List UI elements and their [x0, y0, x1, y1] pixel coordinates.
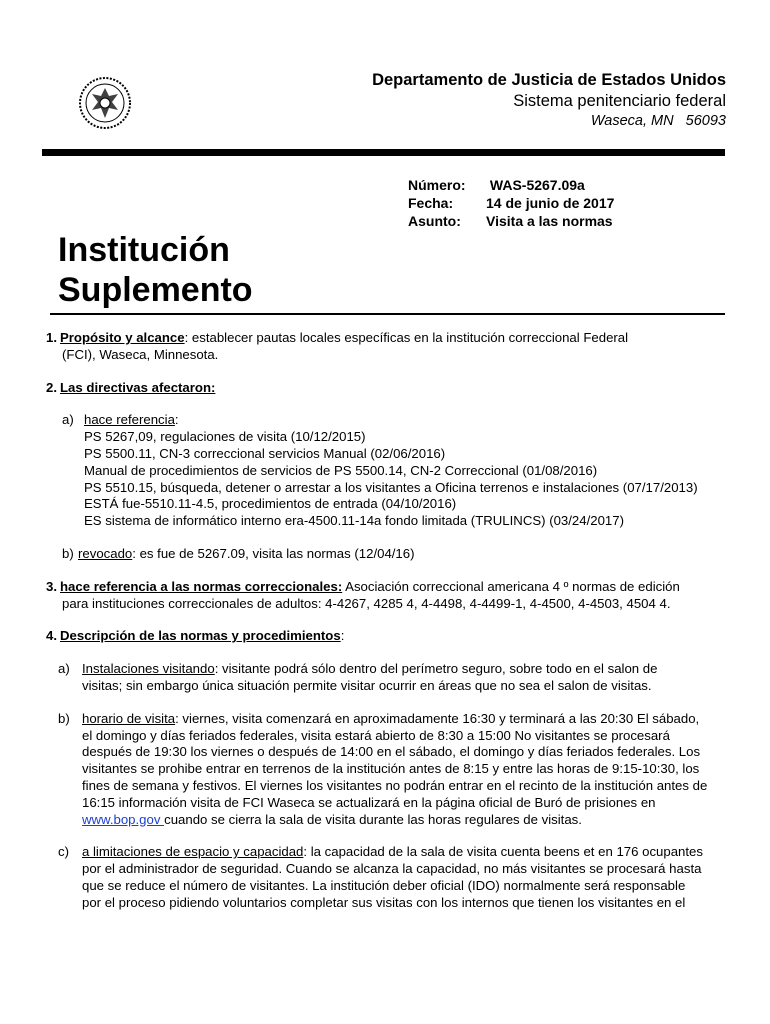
asunto-value: Visita a las normas [486, 213, 613, 229]
list-item: Manual de procedimientos de servicios de PS 5500.14, CN-2 Correccional (01/08/2016) [84, 462, 598, 478]
colon: : [340, 628, 345, 644]
colon: : [174, 412, 179, 428]
fecha-value: 14 de junio de 2017 [486, 195, 615, 211]
asunto-label: Asunto: [408, 213, 461, 229]
numero-label: Número: [408, 177, 466, 193]
subsection-text: : la capacidad de la sala de visita cuenta beens et en 176 ocupantes [303, 844, 703, 860]
section-number: 2. [46, 379, 57, 395]
subsection-label: a) [58, 661, 70, 677]
subsection-text-line: por el proceso pidiendo voluntarios completar sus visitas con los internos que tienen los visitantes en el [82, 894, 686, 910]
section-number: 4. [46, 628, 57, 644]
subsection-4b [46, 711, 736, 829]
subsection-text: : es fue de 5267.09, visita las normas (12/04/16) [132, 545, 415, 561]
title-rule [50, 313, 725, 315]
section-4 [46, 628, 736, 645]
fecha-label: Fecha: [408, 195, 454, 211]
section-text-line: para instituciones correccionales de adultos: 4-4267, 4285 4, 4-4498, 4-4499-1, 4-4500, 4-4503, 4504 4. [62, 595, 671, 611]
subsection-text-line: el domingo y días feriados federales, visita estará abierto de 8:30 a 15:00 No visitantes se procesará [82, 727, 670, 743]
subsection-text-line: después de 19:30 los viernes o después de 14:00 en el sábado, el domingo y días feriados federales. Los [82, 744, 701, 760]
subsection-heading: horario de visita [82, 710, 176, 726]
section-heading: Las directivas afectaron: [60, 379, 216, 395]
document-body [46, 330, 736, 912]
subsection-text-line: visitantes se prohibe entrar en terrenos de la institución antes de 8:15 y entre las horas de 9:15-10:30, los [82, 761, 700, 777]
reference-list [46, 429, 736, 530]
list-item: PS 5510.15, búsqueda, detener o arrestar a los visitantes a Oficina terrenos e instalaciones (07/17/2013) [84, 479, 698, 495]
section-1 [46, 330, 736, 347]
department-name: Departamento de Justicia de Estados Unidos [372, 71, 726, 89]
system-name: Sistema penitenciario federal [513, 92, 726, 110]
list-item: PS 5500.11, CN-3 correccional servicios Manual (02/06/2016) [84, 445, 446, 461]
bop-link[interactable]: www.bop.gov [82, 811, 165, 827]
subsection-text-line: visitas; sin embargo única situación permite visitar ocurrir en áreas que no sea el salon de visitas. [82, 677, 652, 693]
list-item: ESTÁ fue-5510.11-4.5, procedimientos de entrada (04/10/2016) [84, 496, 457, 512]
subsection-4c [46, 844, 736, 911]
location: Waseca, MN 56093 [590, 113, 726, 129]
doj-seal-logo [78, 76, 132, 130]
section-heading: hace referencia a las normas correccionales: [60, 578, 343, 594]
subsection-label: b) [62, 545, 74, 561]
subsection-text: : viernes, visita comenzará en aproximadamente 16:30 y terminará a las 20:30 El sábado, [175, 710, 700, 726]
subsection-text-line: 16:15 información visita de FCI Waseca se actualizará en la página oficial de Buró de prisiones en [82, 794, 656, 810]
subsection-label: a) [62, 412, 74, 428]
title-line-2: Suplemento [58, 271, 253, 309]
subsection-label: c) [58, 844, 69, 860]
list-item: ES sistema de informático interno era-4500.11-14a fondo limitada (TRULINCS) (03/24/2017) [84, 513, 624, 529]
subsection-text-line: por el administrador de seguridad. Cuando se alcanza la capacidad, no más visitantes se procesará hasta [82, 861, 702, 877]
subsection-heading: hace referencia [84, 412, 175, 428]
subsection-2a [46, 412, 736, 429]
section-number: 1. [46, 330, 57, 345]
section-heading: Propósito y alcance [60, 330, 185, 345]
subsection-2b [46, 546, 736, 563]
subsection-heading: a limitaciones de espacio y capacidad [82, 844, 304, 860]
section-2 [46, 380, 736, 397]
document-meta [408, 176, 614, 230]
section-text-line: (FCI), Waseca, Minnesota. [62, 346, 219, 362]
section-number: 3. [46, 578, 57, 594]
section-text: : establecer pautas locales específicas en la institución correccional Federal [184, 330, 629, 345]
header-rule [42, 149, 725, 156]
subsection-text: : visitante podrá sólo dentro del perímetro seguro, sobre todo en el salon de [214, 661, 658, 677]
subsection-text-line: fines de semana y festivos. El viernes los visitantes no podrán entrar en el recinto de la institución antes de [82, 777, 708, 793]
numero-value: WAS-5267.09a [486, 177, 585, 193]
subsection-4a [46, 661, 736, 695]
subsection-text: cuando se cierra la sala de visita durante las horas regulares de visitas. [164, 811, 582, 827]
section-text: Asociación correccional americana 4 º normas de edición [342, 578, 680, 594]
section-3 [46, 579, 736, 596]
subsection-heading: Instalaciones visitando [82, 661, 215, 677]
list-item: PS 5267,09, regulaciones de visita (10/12/2015) [84, 429, 366, 445]
subsection-text-line: que se reduce el número de visitantes. La institución deber oficial (IDO) normalmente será responsable [82, 877, 686, 893]
title-line-1: Institución [58, 231, 230, 269]
section-heading: Descripción de las normas y procedimientos [60, 628, 341, 644]
subsection-heading: revocado [78, 545, 133, 561]
subsection-label: b) [58, 710, 70, 726]
document-title [58, 230, 253, 310]
